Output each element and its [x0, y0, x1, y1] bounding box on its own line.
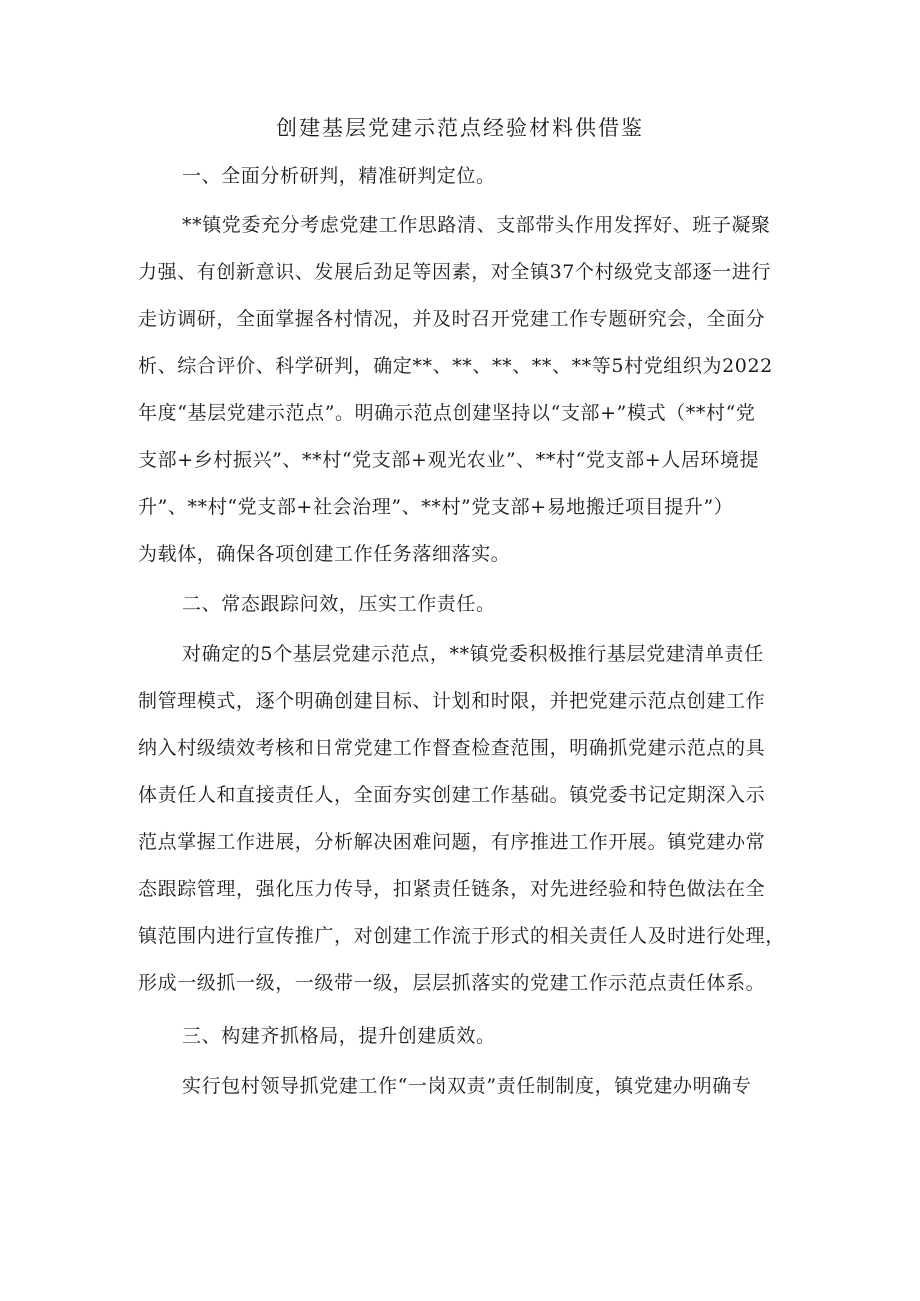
- paragraph-line: 范点掌握工作进展，分析解决困难问题，有序推进工作开展。镇党建办常: [138, 831, 766, 853]
- paragraph-line: 实行包村领导抓党建工作“一岗双责”责任制制度，镇党建办明确专: [182, 1075, 752, 1097]
- paragraph-line: 形成一级抓一级，一级带一级，层层抓落实的党建工作示范点责任体系。: [138, 972, 766, 994]
- paragraph-line: 镇范围内进行宣传推广，对创建工作流于形式的相关责任人及时进行处理，: [138, 925, 785, 947]
- paragraph-line: 析、综合评价、科学研判，确定**、**、**、**、**等5村党组织为2022: [138, 355, 773, 377]
- paragraph-line: 支部+乡村振兴”、**村“党支部+观光农业”、**村“党支部+人居环境提: [138, 449, 760, 471]
- paragraph-line: 升”、**村“党支部+社会治理”、**村”党支部+易地搬迁项目提升”）: [138, 496, 734, 518]
- paragraph-line: 力强、有创新意识、发展后劲足等因素，对全镇37个村级党支部逐一进行: [138, 261, 771, 283]
- document-title: 创建基层党建示范点经验材料供借鉴: [276, 116, 644, 140]
- paragraph-line: 对确定的5个基层党建示范点，**镇党委积极推行基层党建清单责任: [182, 643, 764, 665]
- section-heading-3: 三、构建齐抓格局，提升创建质效。: [182, 1025, 496, 1047]
- paragraph-line: 走访调研，全面掌握各村情况，并及时召开党建工作专题研究会，全面分: [138, 308, 766, 330]
- paragraph-line: 制管理模式，逐个明确创建目标、计划和时限，并把党建示范点创建工作: [138, 690, 766, 712]
- section-heading-1: 一、全面分析研判，精准研判定位。: [182, 165, 496, 187]
- paragraph-line: 年度“基层党建示范点”。明确示范点创建坚持以“支部+”模式（**村“党: [138, 402, 756, 424]
- paragraph-line: 体责任人和直接责任人，全面夯实创建工作基础。镇党委书记定期深入示: [138, 784, 766, 806]
- paragraph-line: 态跟踪管理，强化压力传导，扣紧责任链条，对先进经验和特色做法在全: [138, 878, 766, 900]
- paragraph-line: 为载体，确保各项创建工作任务落细落实。: [138, 543, 511, 565]
- section-heading-2: 二、常态跟踪问效，压实工作责任。: [182, 593, 496, 615]
- paragraph-line: 纳入村级绩效考核和日常党建工作督查检查范围，明确抓党建示范点的具: [138, 737, 766, 759]
- paragraph-line: **镇党委充分考虑党建工作思路清、支部带头作用发挥好、班子凝聚: [182, 214, 771, 236]
